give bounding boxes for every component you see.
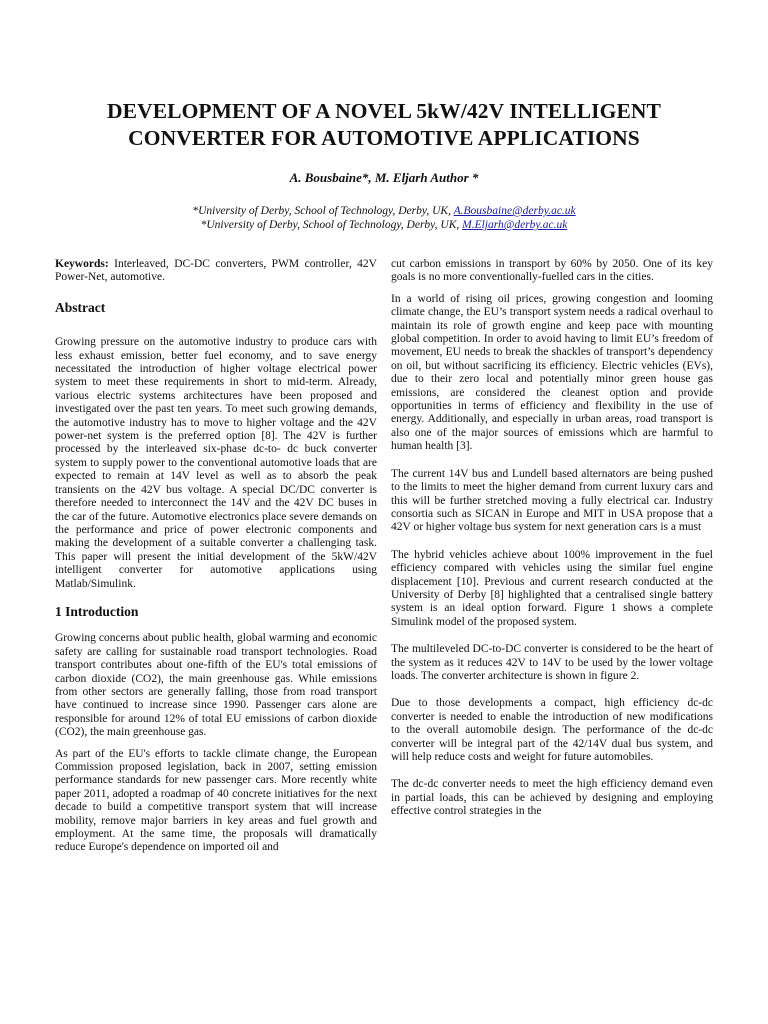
keywords-text: Interleaved, DC-DC converters, PWM controller, 42V Power-Net, automotive. [55,258,377,284]
right-paragraph-4: The hybrid vehicles achieve about 100% improvement in the fuel efficiency compared with vehicles using the similar fuel engine displacement [10]. Previous and current research conducted at the University of Derby [8] highlighted that a centralised single battery system is an ideal option forward. Figure 1 shows a complete Simulink model of the proposed system. [391,548,713,628]
introduction-heading: 1 Introduction [55,603,139,619]
right-paragraph-5: The multileveled DC-to-DC converter is considered to be the heart of the system as it reduces 42V to 14V to be used by the lower voltage loads. The converter architecture is shown in figure 2. [391,643,713,682]
email-link-1[interactable]: A.Bousbaine@derby.ac.uk [453,205,576,217]
paper-title [40,98,728,152]
right-column [391,258,713,819]
abstract-heading: Abstract [55,299,106,315]
keywords-label: Keywords: [55,258,109,270]
right-paragraph-3: The current 14V bus and Lundell based alternators are being pushed to the limits to meet the higher demand from current luxury cars and this will be further stretched moving a fully electrical car. Industry consortia such as SICAN in Europe and MIT in USA propose that a 42V or higher voltage bus system for next generation cars is a must [391,467,713,534]
affiliation-2 [0,218,768,232]
right-paragraph-1: cut carbon emissions in transport by 60% by 2050. One of its key goals is no more conventionally-fuelled cars in the cities. [391,258,713,284]
right-paragraph-6: Due to those developments a compact, high efficiency dc-dc converter is needed to enable the introduction of new modifications to the overall automobile design. The performance of the dc-dc converter will be integral part of the 42/14V dual bus system, and will help reduce costs and weight for future automobiles. [391,697,713,763]
keywords [55,258,377,285]
title-line-2: CONVERTER FOR AUTOMOTIVE APPLICATIONS [128,126,640,150]
introduction-paragraph-2: As part of the EU's efforts to tackle climate change, the European Commission proposed legislation, back in 2007, setting emission performance standards for new passenger cars. More recently white paper 2011, adopted a roadmap of 40 concrete initiatives for the next decade to build a competitive transport system that will increase mobility, remove major barriers in key areas and fuel growth and employment. At the same time, the proposals will dramatically reduce Europe's dependence on imported oil and [55,747,377,854]
right-paragraph-2: In a world of rising oil prices, growing congestion and looming climate change, the EU’s transport system needs a radical overhaul to maintain its role of growth engine and keep pace with mounting global competition. In order to avoid having to limit EU’s freedom of movement, EU needs to break the shackles of transport’s dependency on oil, but without sacrificing its efficiency. Electric vehicles (EVs), due to their zero local and potentially minor green house gas emissions, are considered the cleanest option and provide opportunities in terms of efficiency and flexibility in the use of energy. Additionally, and especially in urban areas, road transport is also one of the major sources of emissions which are harmful to human health [3]. [391,292,713,453]
left-column [55,258,377,855]
affiliation-1 [0,204,768,218]
introduction-paragraph-1: Growing concerns about public health, global warming and economic safety are calling for sustainable road transport technologies. Road transport contributes about one-fifth of the EU's total emissions of carbon dioxide (CO2), the main greenhouse gas. While emissions from other sectors are generally falling, those from road transport have continued to increase since 1990. Passenger cars alone are responsible for around 12% of total EU emissions of carbon dioxide (CO2), the main greenhouse gas. [55,632,377,739]
affiliation-2-text: *University of Derby, School of Technology, Derby, UK, [200,219,463,231]
affiliation-1-text: *University of Derby, School of Technology, Derby, UK, [192,205,454,217]
abstract-text: Growing pressure on the automotive industry to produce cars with less exhaust emission, better fuel economy, and to save energy necessitated the introduction of higher voltage electrical power system to meet these requirements in short to mid-term. Already, various electric systems architectures have been proposed and investigated over the past ten years. To meet such growing demands, the automotive industry has to move to higher voltage and the 42V power-net system is the preferred option [8]. The 42V is further processed by the interleaved six-phase dc-to- dc buck converter system to supply power to the conventional automotive loads that are expected to remain at 14V level as well as to absorb the peak transients on the 42V bus voltage. A special DC/DC converter is therefore needed to interconnect the 14V and the 42V DC buses in the car of the future. Automotive electronics place severe demands on the performance and price of power electronic components and making the development of a suitable converter a challenging task. This paper will present the initial development of the 5kW/42V intelligent converter for automotive applications using Matlab/Simulink. [55,336,377,590]
title-line-1: DEVELOPMENT OF A NOVEL 5kW/42V INTELLIGENT [107,99,661,123]
email-link-2[interactable]: M.Eljarh@derby.ac.uk [462,219,568,231]
author-list: A. Bousbaine*, M. Eljarh Author * [289,170,479,185]
right-paragraph-7: The dc-dc converter needs to meet the high efficiency demand even in partial loads, this can be achieved by designing and employing effective control strategies in the [391,778,713,818]
